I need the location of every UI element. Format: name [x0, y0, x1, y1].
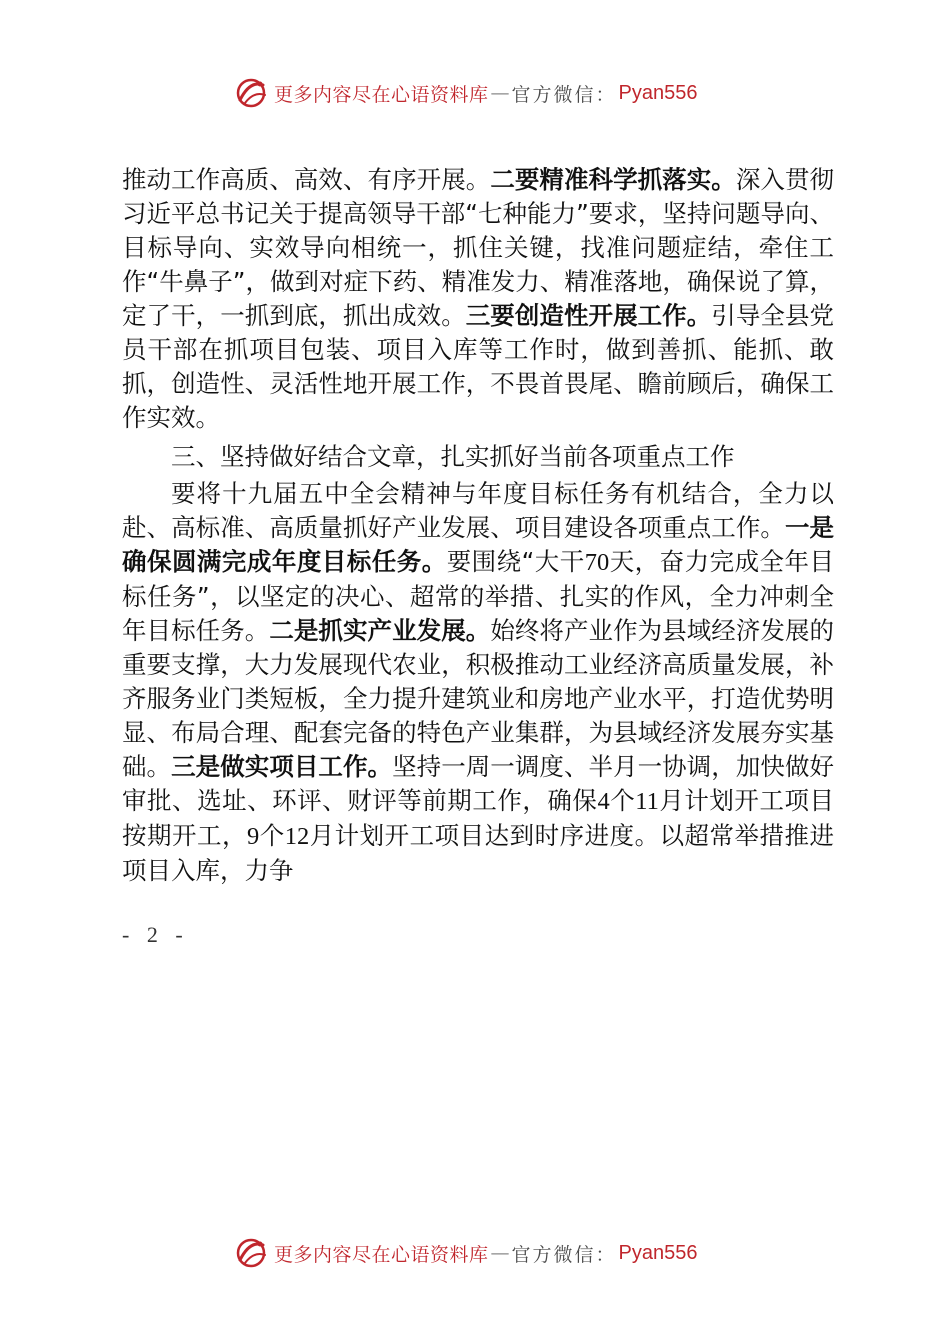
p1-text-2: 深入贯彻习近平总书记关于提高领导干部“七种能力”要求，坚持问题导向、目标导向、实效导向相统一，抓住关键，找准问题症结，牵住工作“牛鼻子”，做到对症下药、精准发力、精准落地，确保说了算，定了干，一抓到底，抓出成效。: [122, 165, 835, 330]
p2-text-8: 个: [259, 821, 285, 850]
watermark-separator: —: [490, 82, 510, 104]
p2-number-1: 70: [584, 549, 610, 576]
footer-watermark: [232, 1236, 698, 1270]
p2-number-3: 11: [635, 788, 659, 815]
watermark-text: 更多内容尽在心语资料库: [274, 1243, 489, 1266]
paragraph-2: [122, 477, 834, 888]
page-number: - 2 -: [122, 922, 189, 947]
p1-text-1: 推动工作高质、高效、有序开展。: [122, 165, 491, 194]
p2-text-4: 始终将产业作为县域经济发展的重要支撑，大力发展现代农业，积极推动工业经济高质量发展，补齐服务业门类短板，全力提升建筑业和房地产业水平，打造优势明显、布局合理、配套完备的特色产业集群，为县域经济发展夯实基础。: [122, 616, 835, 781]
p2-bold-2: 二是抓实产业发展。: [269, 616, 491, 645]
p2-text-2: 要围绕“大干: [446, 547, 585, 576]
p2-number-2: 4: [597, 788, 610, 815]
watermark-wechat-id: Pyan556: [618, 81, 698, 104]
p1-bold-2: 三要创造性开展工作。: [465, 301, 712, 330]
p2-number-5: 12: [284, 823, 310, 850]
p2-text-5: 坚持一周一调度、半月一协调，加快做好审批、选址、环评、财评等前期工作，确保: [122, 752, 835, 815]
seal-logo-icon: [232, 76, 270, 110]
paragraph-1: [122, 163, 834, 435]
watermark-wechat-id: Pyan556: [618, 1241, 698, 1264]
p2-text-1: 要将十九届五中全会精神与年度目标任务有机结合，全力以赴、高标准、高质量抓好产业发展、项目建设各项重点工作。: [122, 479, 834, 542]
p2-text-6: 个: [609, 786, 636, 815]
p1-text-3: 引导全县党员干部在抓项目包装、项目入库等工作时，做到善抓、能抓、敢抓，创造性、灵活性地开展工作，不畏首畏尾、瞻前顾后，确保工作实效。: [122, 301, 835, 432]
watermark-wechat-label: 官方微信：: [511, 1243, 617, 1266]
section-heading: 三、坚持做好结合文章，扎实抓好当前各项重点工作: [171, 442, 735, 471]
p1-bold-1: 二要精准科学抓落实。: [490, 165, 736, 194]
document-body: [122, 163, 834, 888]
p2-text-7: 月计划开工项目按期开工，: [122, 786, 835, 850]
p2-text-9: 月计划开工项目达到时序进度。以超常举措推进项目入库，力争: [122, 821, 835, 885]
watermark-text: 更多内容尽在心语资料库: [274, 83, 489, 106]
header-watermark: [232, 76, 698, 110]
watermark-separator: —: [490, 1242, 510, 1264]
p2-number-4: 9: [246, 823, 260, 850]
seal-logo-icon: [232, 1236, 270, 1270]
watermark-wechat-label: 官方微信：: [511, 83, 617, 106]
p2-bold-3: 三是做实项目工作。: [171, 752, 393, 781]
p2-bold-1: 一是确保圆满完成年度目标任务。: [122, 513, 835, 576]
p2-text-3: 天，奋力完成全年目标任务”，以坚定的决心、超常的举措、扎实的作风，全力冲刺全年目标任务。: [122, 547, 835, 645]
